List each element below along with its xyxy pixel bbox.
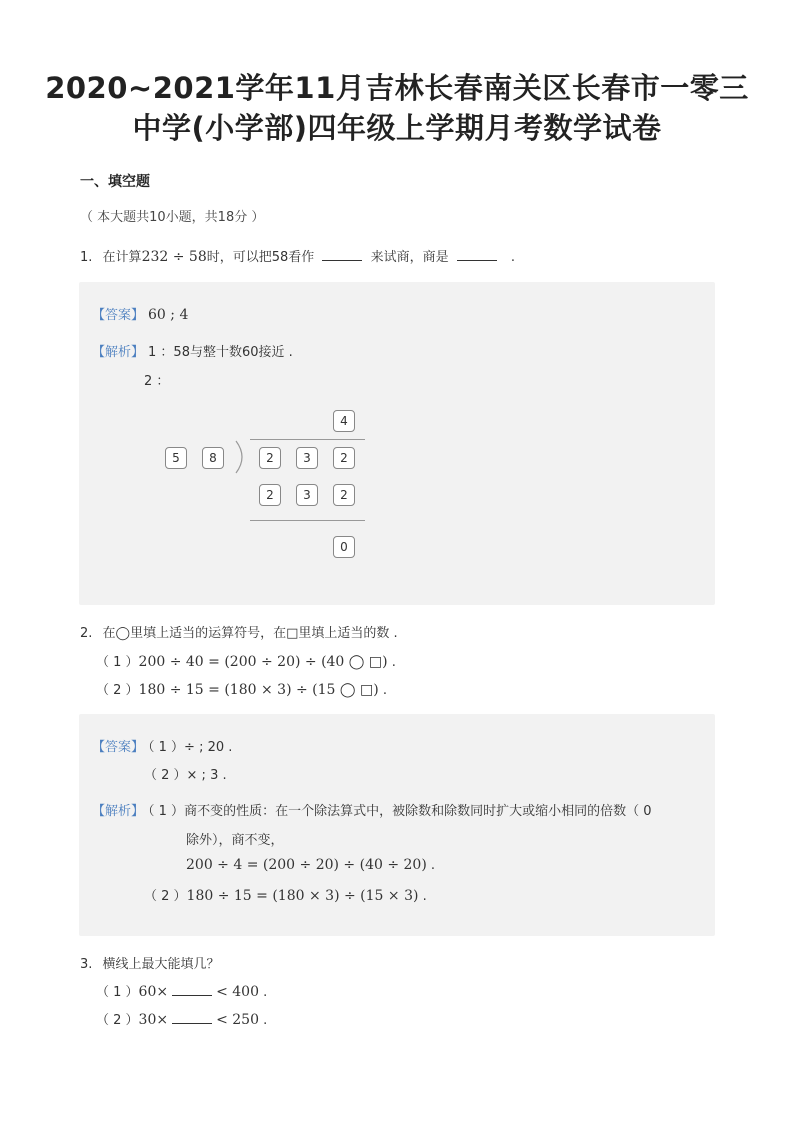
analysis-tag: 【解析】 <box>92 345 145 360</box>
product-digit: 2 <box>259 484 281 506</box>
product-digit: 2 <box>333 484 355 506</box>
question-2-part-1 <box>96 651 396 670</box>
math-expression: 30× <box>138 1012 169 1028</box>
question-2 <box>80 622 398 641</box>
question-number: 3. <box>80 957 93 972</box>
answer-row <box>92 736 232 755</box>
answer-value: （ 1 ）÷ ; 20 . <box>148 740 233 755</box>
math-expression: 180 ÷ 15 = (180 × 3) ÷ (15 ◯ □) <box>138 682 379 698</box>
question-text: 在计算 <box>102 250 142 265</box>
answer-blank <box>172 1012 212 1024</box>
answer-value: 60 ; 4 <box>148 307 189 323</box>
answer-blank <box>322 249 362 261</box>
question-3 <box>80 953 220 972</box>
divisor-digit: 5 <box>165 447 187 469</box>
analysis-tag: 【解析】 <box>92 804 145 819</box>
answer-value: （ 2 ）× ; 3 . <box>144 768 227 783</box>
exam-title-line-2: 中学(小学部)四年级上学期月考数学试卷 <box>132 111 662 145</box>
analysis-step-2: 2 ： <box>144 374 170 389</box>
part-label: （ 1 ） <box>96 655 139 670</box>
part-end: . <box>426 858 436 873</box>
answer-blank <box>172 984 212 996</box>
part-end: . <box>387 655 396 670</box>
answer-tag: 【答案】 <box>92 740 145 755</box>
exam-title-line-1: 2020~2021学年11月吉林长春南关区长春市一零三 <box>45 71 749 105</box>
part-label: （ 2 ） <box>96 683 139 698</box>
part-end: . <box>378 683 387 698</box>
dividend-digit: 2 <box>333 447 355 469</box>
question-text: 在◯里填上适当的运算符号，在□里填上适当的数 . <box>102 626 398 641</box>
question-2-part-2 <box>96 679 387 698</box>
answer-blank <box>457 249 497 261</box>
answer-row <box>92 304 188 323</box>
part-label: （ 2 ） <box>144 889 187 904</box>
math-expression: 200 ÷ 40 = (200 ÷ 20) ÷ (40 ◯ □) <box>138 654 388 670</box>
question-1 <box>80 246 515 265</box>
answer-box-1 <box>79 282 715 605</box>
question-text: 横线上最大能填几？ <box>102 957 220 972</box>
subtraction-line <box>250 520 365 521</box>
part-end: . <box>259 985 268 1000</box>
question-text: 来试商，商是 <box>370 250 449 265</box>
part-label: （ 1 ） <box>148 804 185 819</box>
division-bracket-icon <box>232 440 254 474</box>
dividend-digit: 3 <box>296 447 318 469</box>
section-note: （ 本大题共10小题，共18分 ） <box>80 210 265 225</box>
analysis-row <box>92 341 293 360</box>
question-number: 2. <box>80 626 93 641</box>
analysis-math <box>186 857 435 873</box>
part-label: （ 1 ） <box>96 985 139 1000</box>
question-text: 时，可以把58看作 <box>206 250 315 265</box>
quotient-digit: 4 <box>333 410 355 432</box>
math-expression: 200 ÷ 4 = (200 ÷ 20) ÷ (40 ÷ 20) <box>186 857 427 873</box>
product-digit: 3 <box>296 484 318 506</box>
part-label: （ 2 ） <box>96 1013 139 1028</box>
question-3-part-2 <box>96 1009 267 1028</box>
dividend-digit: 2 <box>259 447 281 469</box>
question-end: . <box>510 250 515 265</box>
part-end: . <box>259 1013 268 1028</box>
answer-tag: 【答案】 <box>92 308 145 323</box>
analysis-row-2 <box>144 885 427 904</box>
math-expression: 180 ÷ 15 = (180 × 3) ÷ (15 × 3) <box>186 888 419 904</box>
question-3-part-1 <box>96 981 267 1000</box>
divisor-digit: 8 <box>202 447 224 469</box>
remainder-digit: 0 <box>333 536 355 558</box>
section-heading: 一、填空题 <box>80 174 150 190</box>
division-bar <box>250 439 365 440</box>
math-expression: 232 ÷ 58 <box>141 249 207 265</box>
analysis-text: 1 ：58与整十数60接近 . <box>148 345 293 360</box>
analysis-text: 除外），商不变， <box>186 833 284 848</box>
part-end: . <box>418 889 427 904</box>
math-expression: 60× <box>138 984 169 1000</box>
analysis-row <box>92 800 651 819</box>
question-number: 1. <box>80 250 93 265</box>
math-expression: < 400 <box>216 984 259 1000</box>
analysis-text: 商不变的性质：在一个除法算式中，被除数和除数同时扩大或缩小相同的倍数（ 0 <box>184 804 652 819</box>
math-expression: < 250 <box>216 1012 259 1028</box>
